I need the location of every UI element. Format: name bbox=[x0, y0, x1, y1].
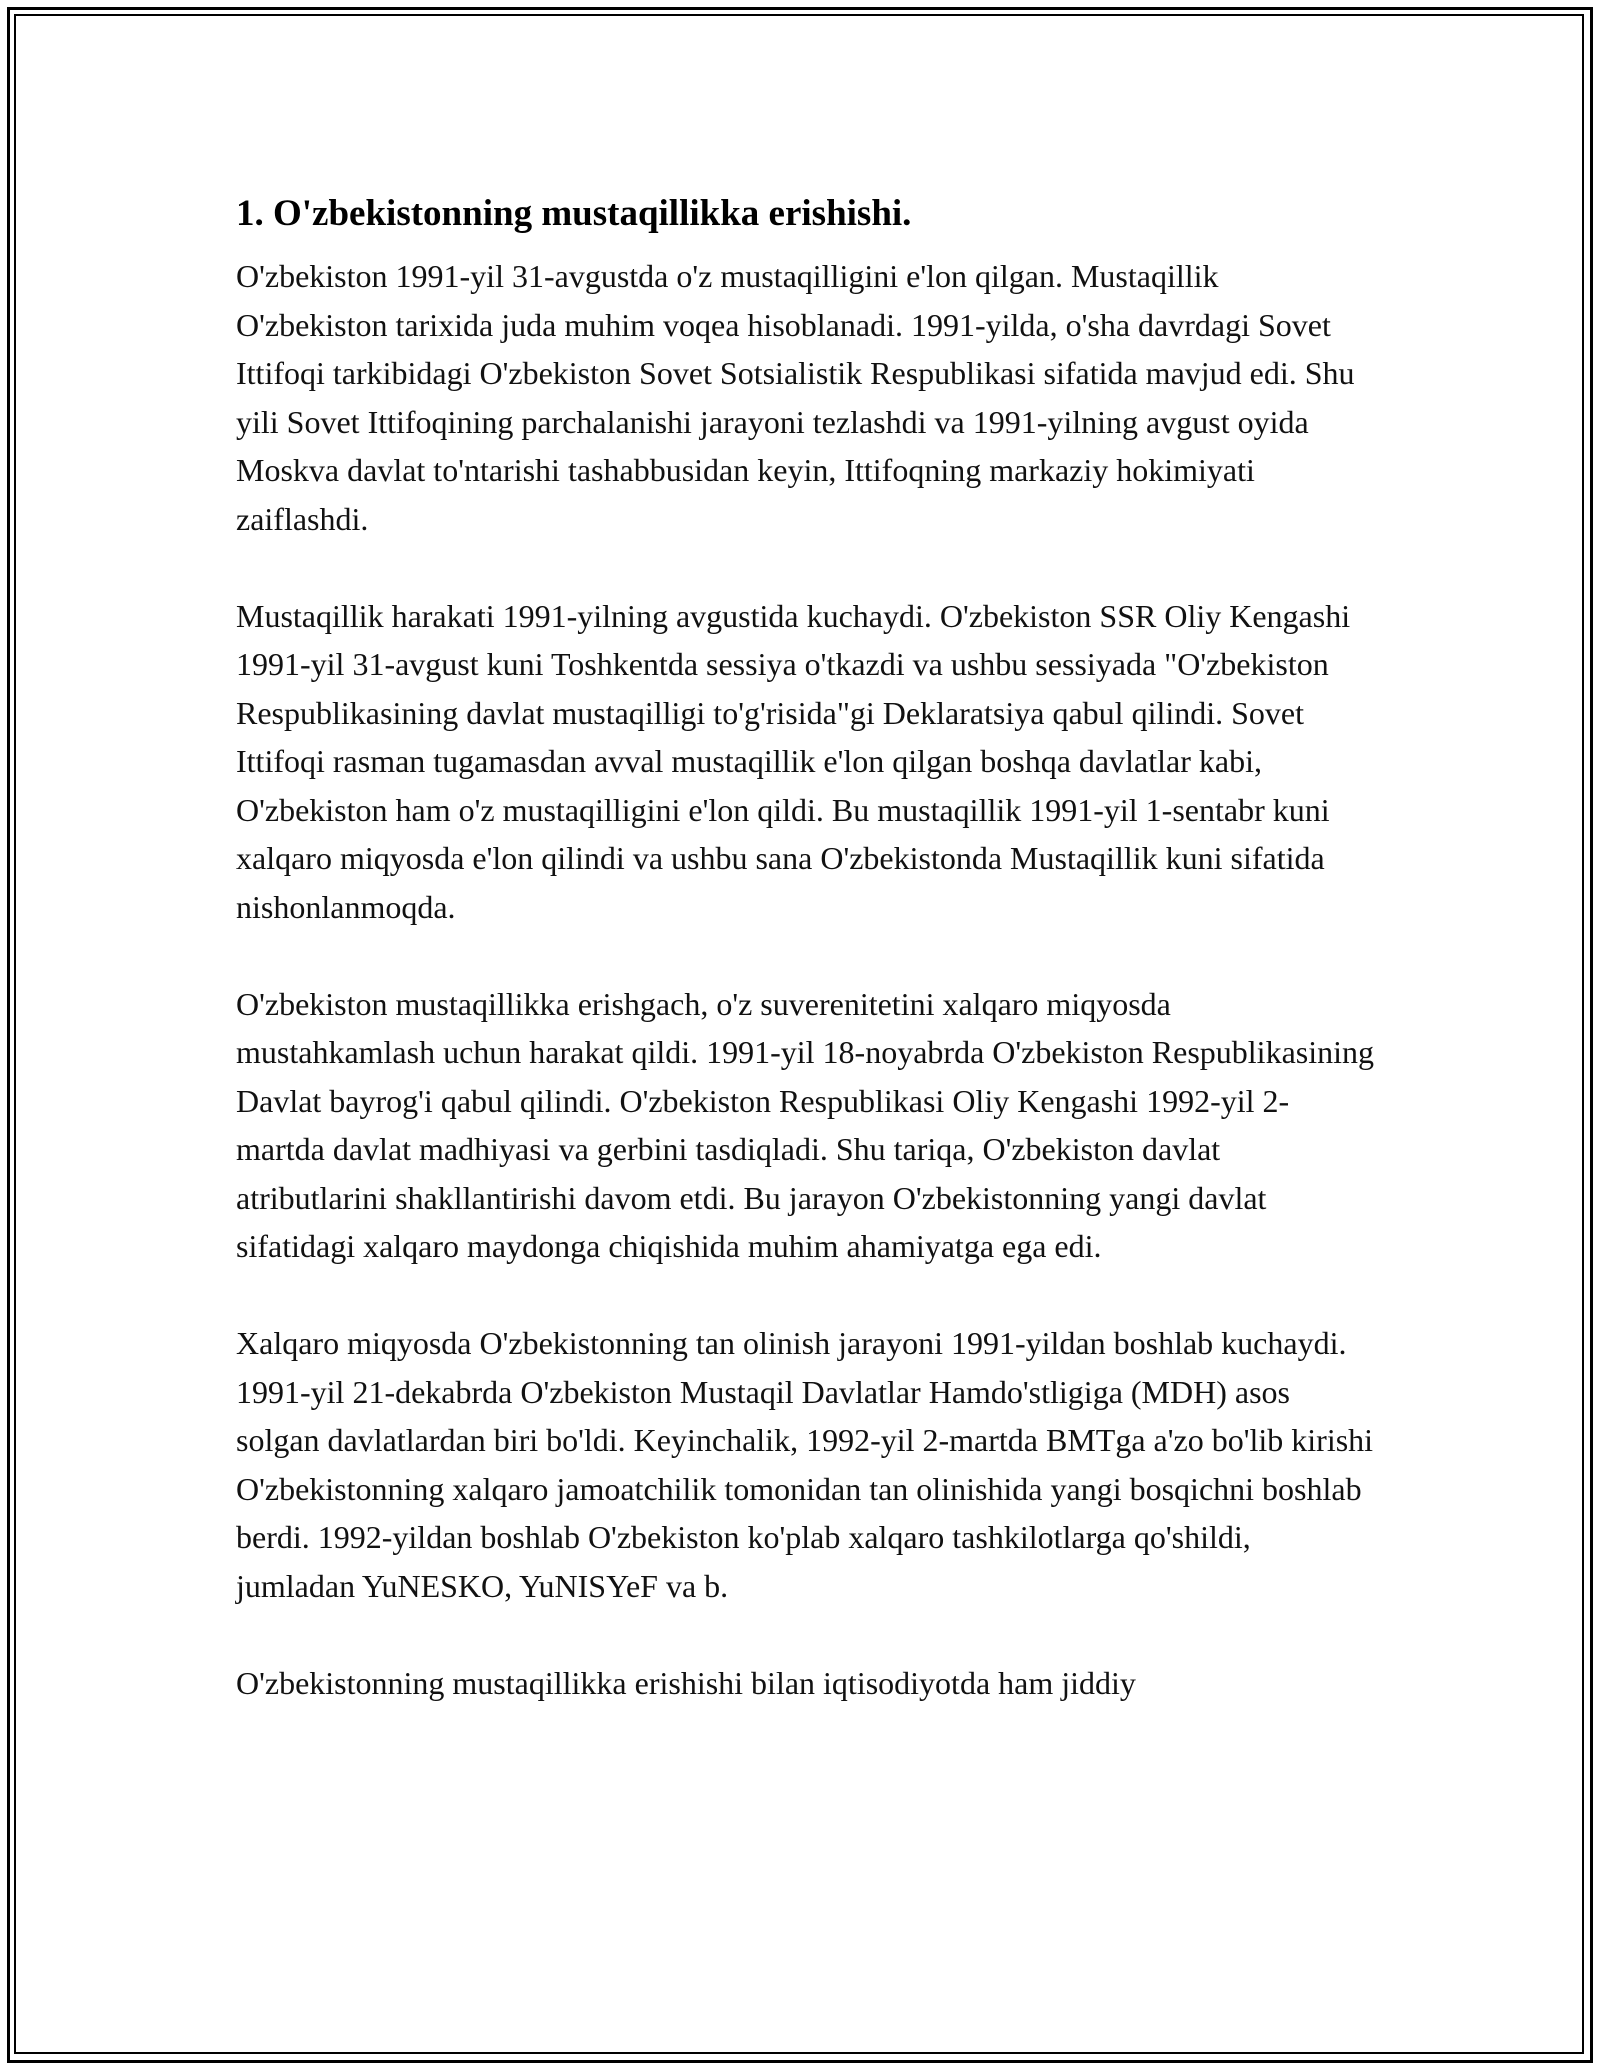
paragraph-5: O'zbekistonning mustaqillikka erishishi bilan iqtisodiyotda ham jiddiy bbox=[236, 1664, 1136, 1701]
paragraph-2: Mustaqillik harakati 1991-yilning avgustida kuchaydi. O'zbekiston SSR Oliy Kengashi 1991-yil 31-avgust kuni Toshkentda sessiya o'tkazdi va ushbu sessiyada "O'zbekiston Respublikasining davlat mustaqilligi to'g'risida"gi Deklaratsiya qabul qilindi. Sovet Ittifoqi rasman tugamasdan avval mustaqillik e'lon qilgan boshqa davlatlar kabi, O'zbekiston ham o'z mustaqilligini e'lon qildi. Bu mustaqillik 1991-yil 1-sentabr kuni xalqaro miqyosda e'lon qilindi va ushbu sana O'zbekistonda Mustaqillik kuni sifatida nishonlanmoqda. bbox=[236, 597, 1351, 925]
paragraph-4: Xalqaro miqyosda O'zbekistonning tan olinish jarayoni 1991-yildan boshlab kuchaydi. 1991-yil 21-dekabrda O'zbekiston Mustaqil Davlatlar Hamdo'stligiga (MDH) asos solgan davlatlardan biri bo'ldi. Keyinchalik, 1992-yil 2-martda BMTga a'zo bo'lib kirishi O'zbekistonning xalqaro jamoatchilik tomonidan tan olinishida yangi bosqichni boshlab berdi. 1992-yildan boshlab O'zbekiston ko'plab xalqaro tashkilotlarga qo'shildi, jumladan YuNESKO, YuNISYeF va b. bbox=[236, 1325, 1374, 1604]
section-title: 1. O'zbekistonning mustaqillikka erishishi. bbox=[236, 193, 912, 234]
paragraph-3: O'zbekiston mustaqillikka erishgach, o'z suverenitetini xalqaro miqyosda mustahkamlash uchun harakat qildi. 1991-yil 18-noyabrda O'zbekiston Respublikasining Davlat bayrog'i qabul qilindi. O'zbekiston Respublikasi Oliy Kengashi 1992-yil 2-martda davlat madhiyasi va gerbini tasdiqladi. Shu tariqa, O'zbekiston davlat atributlarini shakllantirishi davom etdi. Bu jarayon O'zbekistonning yangi davlat sifatidagi xalqaro maydonga chiqishida muhim ahamiyatga ega edi. bbox=[236, 985, 1374, 1264]
document-body bbox=[236, 186, 1376, 1707]
paragraph-1: O'zbekiston 1991-yil 31-avgustda o'z mustaqilligini e'lon qilgan. Mustaqillik O'zbekiston tarixida juda muhim voqea hisoblanadi. 1991-yilda, o'sha davrdagi Sovet Ittifoqi tarkibidagi O'zbekiston Sovet Sotsialistik Respublikasi sifatida mavjud edi. Shu yili Sovet Ittifoqining parchalanishi jarayoni tezlashdi va 1991-yilning avgust oyida Moskva davlat to'ntarishi tashabbusidan keyin, Ittifoqning markaziy hokimiyati zaiflashdi. bbox=[236, 258, 1355, 537]
